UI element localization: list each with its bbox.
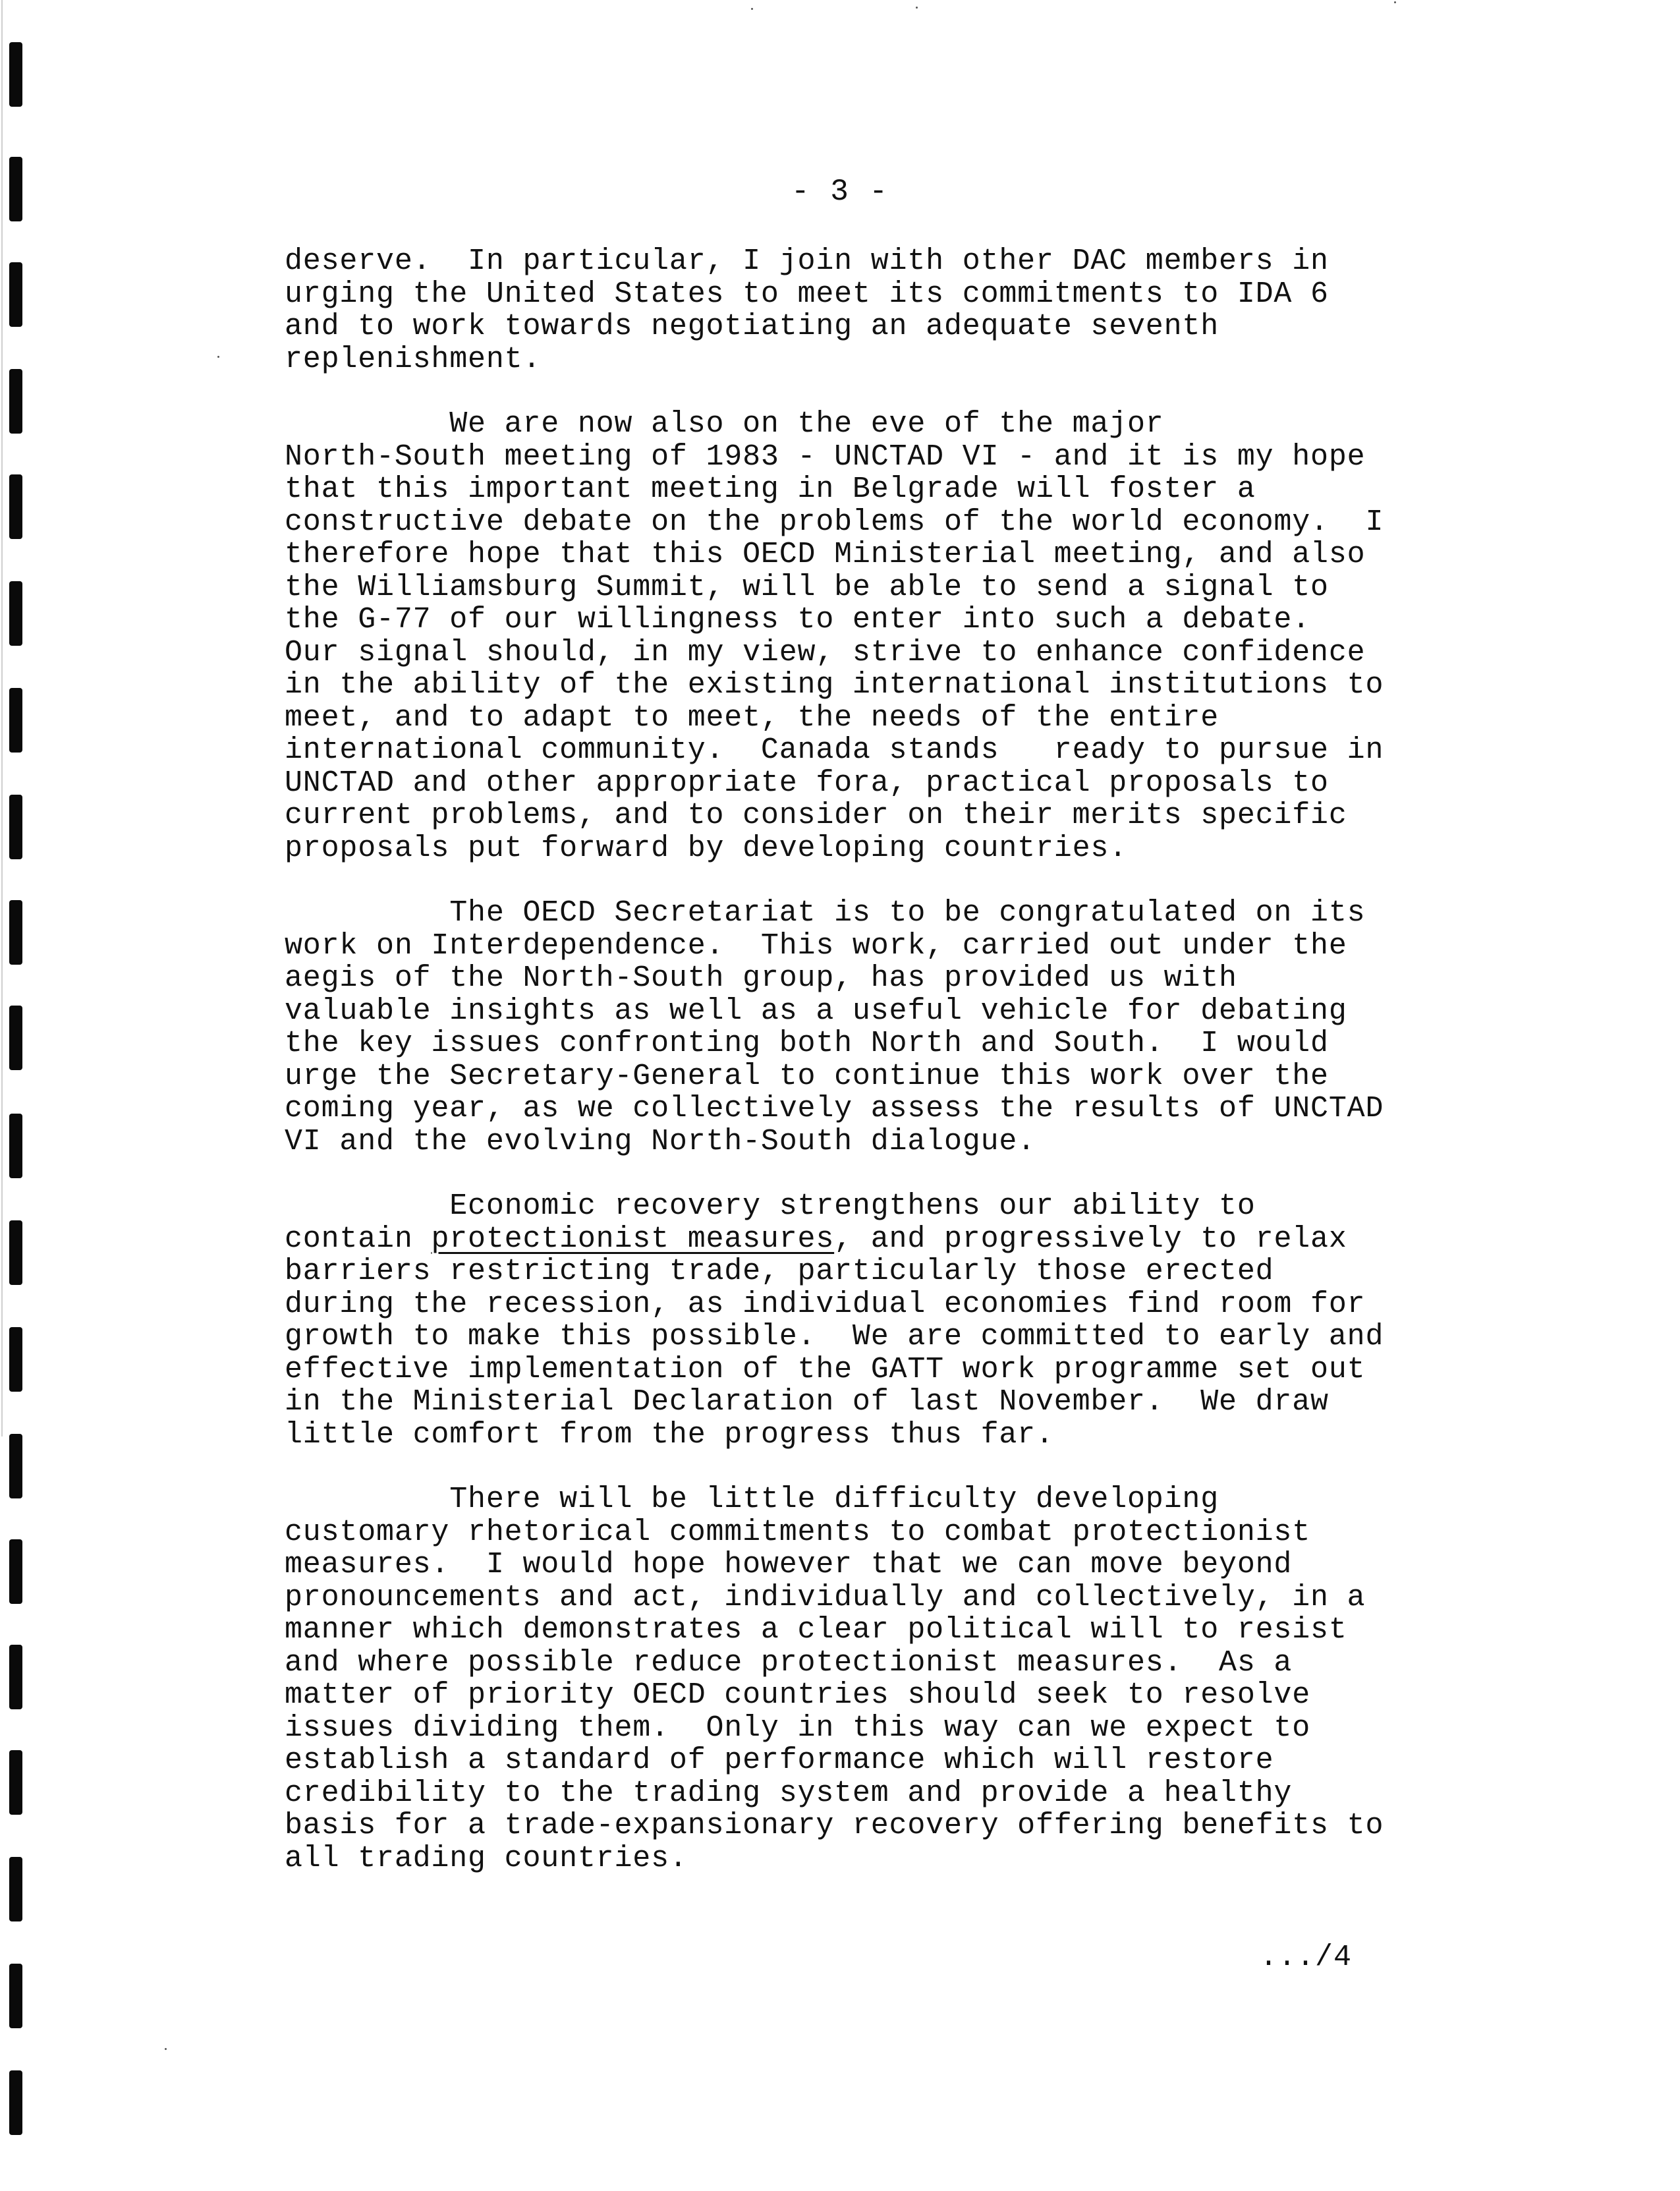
text-line: barriers restricting trade, particularly those erected xyxy=(285,1255,1274,1288)
text-line: basis for a trade-expansionary recovery offering benefits to xyxy=(285,1809,1384,1842)
text-line: coming year, as we collectively assess the results of UNCTAD xyxy=(285,1092,1384,1125)
binding-hole-mark xyxy=(9,1857,22,1921)
text-line: manner which demonstrates a clear political will to resist xyxy=(285,1613,1347,1647)
text-line: There will be little difficulty developing xyxy=(285,1483,1219,1516)
text-line: in the ability of the existing international institutions to xyxy=(285,668,1384,702)
text-line: measures. I would hope however that we can move beyond xyxy=(285,1548,1293,1581)
text-line: and where possible reduce protectionist measures. As a xyxy=(285,1645,1293,1680)
text-line: growth to make this possible. We are committed to early and xyxy=(285,1320,1384,1353)
text-line: urge the Secretary-General to continue this work over the xyxy=(285,1059,1329,1093)
binding-holes xyxy=(0,0,40,2191)
scan-speck xyxy=(217,356,219,358)
text-line: UNCTAD and other appropriate fora, practical proposals to xyxy=(285,766,1329,800)
binding-hole-mark xyxy=(9,1006,22,1070)
binding-hole-mark xyxy=(9,42,22,107)
page-number: - 3 - xyxy=(791,175,889,209)
binding-hole-mark xyxy=(9,369,22,434)
binding-hole-mark xyxy=(9,1645,22,1709)
text-line: Our signal should, in my view, strive to enhance confidence xyxy=(285,635,1366,669)
text-line: valuable insights as well as a useful vehicle for debating xyxy=(285,994,1347,1028)
text-line: the key issues confronting both North and South. I would xyxy=(285,1027,1329,1060)
binding-hole-mark xyxy=(9,688,22,753)
text-line: matter of priority OECD countries should seek to resolve xyxy=(285,1678,1311,1712)
binding-hole-mark xyxy=(9,1964,22,2028)
scan-speck xyxy=(916,7,918,9)
binding-hole-mark xyxy=(9,1220,22,1285)
paragraph xyxy=(285,1483,1536,1875)
text-line: VI and the evolving North-South dialogue. xyxy=(285,1124,1036,1158)
text-line: little comfort from the progress thus far. xyxy=(285,1417,1054,1452)
scan-speck xyxy=(751,8,753,10)
text-line: proposals put forward by developing countries. xyxy=(285,831,1128,865)
text-line: the Williamsburg Summit, will be able to send a signal to xyxy=(285,570,1329,604)
text-line: international community. Canada stands ready to pursue in xyxy=(285,733,1384,767)
text-fragment: , and progressively to relax xyxy=(834,1222,1347,1256)
underlined-phrase: protectionist measures xyxy=(431,1222,835,1256)
text-line: credibility to the trading system and provide a healthy xyxy=(285,1776,1293,1810)
text-line: establish a standard of performance which will restore xyxy=(285,1744,1274,1777)
text-fragment: contain xyxy=(285,1222,432,1256)
text-line: and to work towards negotiating an adequate seventh xyxy=(285,310,1219,343)
text-line: North-South meeting of 1983 - UNCTAD VI - and it is my hope xyxy=(285,440,1366,474)
text-line: the G-77 of our willingness to enter into such a debate. xyxy=(285,603,1311,637)
text-line: effective implementation of the GATT work programme set out xyxy=(285,1352,1366,1386)
text-line: all trading countries. xyxy=(285,1841,688,1875)
binding-hole-mark xyxy=(9,1114,22,1178)
text-line: We are now also on the eve of the major xyxy=(285,407,1164,441)
paragraph xyxy=(285,408,1536,865)
text-line: work on Interdependence. This work, carried out under the xyxy=(285,928,1347,963)
text-line: during the recession, as individual economies find room for xyxy=(285,1287,1366,1321)
text-line: urging the United States to meet its commitments to IDA 6 xyxy=(285,277,1329,311)
binding-hole-mark xyxy=(9,1750,22,1815)
binding-hole-mark xyxy=(9,262,22,327)
binding-hole-mark xyxy=(9,1327,22,1392)
text-line: meet, and to adapt to meet, the needs of the entire xyxy=(285,700,1219,735)
text-line: deserve. In particular, I join with other DAC members in xyxy=(285,244,1329,278)
paragraph xyxy=(285,1190,1536,1451)
scan-speck xyxy=(1394,1,1396,3)
scan-speck xyxy=(165,2048,167,2050)
text-line: Economic recovery strengthens our ability to xyxy=(285,1189,1256,1223)
binding-hole-mark xyxy=(9,900,22,965)
text-line: The OECD Secretariat is to be congratulated on its xyxy=(285,896,1366,930)
binding-hole-mark xyxy=(9,1434,22,1498)
continuation-marker: .../4 xyxy=(1260,1941,1353,1974)
text-line: customary rhetorical commitments to combat protectionist xyxy=(285,1515,1311,1549)
text-line: pronouncements and act, individually and collectively, in a xyxy=(285,1580,1366,1614)
text-line: replenishment. xyxy=(285,342,542,376)
binding-hole-mark xyxy=(9,581,22,646)
text-line-with-underline xyxy=(285,1223,1536,1256)
binding-hole-mark xyxy=(9,1539,22,1604)
text-line: aegis of the North-South group, has provided us with xyxy=(285,961,1237,995)
text-line: in the Ministerial Declaration of last November. We draw xyxy=(285,1385,1329,1419)
binding-hole-mark xyxy=(9,2070,22,2135)
body-text xyxy=(285,245,1536,1907)
binding-hole-mark xyxy=(9,474,22,539)
text-line: therefore hope that this OECD Ministerial meeting, and also xyxy=(285,538,1366,571)
text-line: that this important meeting in Belgrade will foster a xyxy=(285,472,1256,506)
paragraph xyxy=(285,245,1536,376)
paragraph xyxy=(285,897,1536,1158)
text-line: constructive debate on the problems of the world economy. I xyxy=(285,505,1384,539)
text-line: current problems, and to consider on their merits specific xyxy=(285,799,1347,832)
binding-hole-mark xyxy=(9,795,22,859)
text-line: issues dividing them. Only in this way can we expect to xyxy=(285,1711,1311,1745)
